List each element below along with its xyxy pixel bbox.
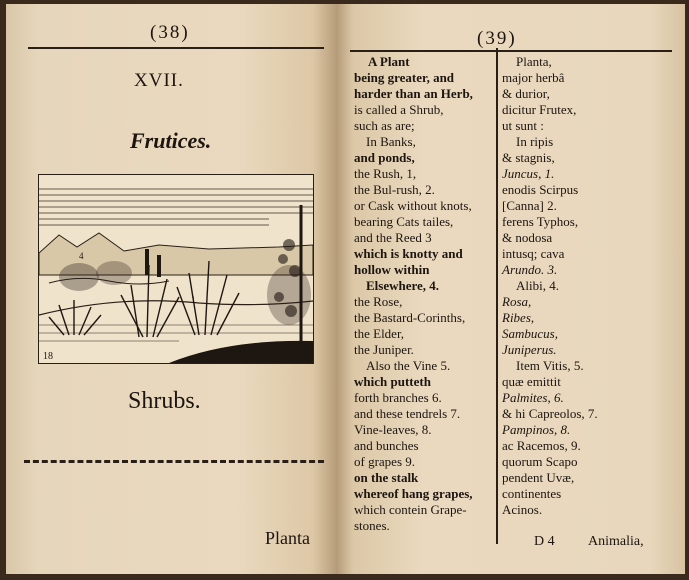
latin-line: continentes: [502, 486, 562, 501]
english-line: harder than an Herb,: [354, 86, 473, 101]
latin-line: & nodosa: [502, 230, 553, 245]
english-line: In Banks,: [366, 134, 416, 149]
latin-line: dicitur Frutex,: [502, 102, 577, 117]
latin-title: Frutices.: [130, 128, 212, 153]
svg-text:1: 1: [191, 295, 196, 305]
english-line: is called a Shrub,: [354, 102, 444, 117]
latin-line: & durior,: [502, 86, 550, 101]
latin-line: Acinos.: [502, 502, 543, 517]
english-line: which is knotty and: [354, 246, 463, 261]
english-title: Shrubs.: [128, 388, 201, 414]
latin-line: pendent Uvæ,: [502, 470, 575, 485]
english-line: the Bul-rush, 2.: [354, 182, 435, 197]
latin-line: major herbâ: [502, 70, 565, 85]
english-line: the Juniper.: [354, 342, 414, 357]
english-line: Elsewhere, 4.: [366, 278, 440, 293]
english-line: of grapes 9.: [354, 454, 416, 469]
english-line: which contein Grape-: [354, 502, 467, 517]
english-line: and bunches: [354, 438, 419, 453]
english-line: the Elder,: [354, 326, 405, 341]
latin-line: Item Vitis, 5.: [516, 358, 584, 373]
english-line: the Rush, 1,: [354, 166, 417, 181]
english-line: being greater, and: [354, 70, 455, 85]
left-catchword: Planta: [265, 528, 310, 548]
english-line: on the stalk: [354, 470, 419, 485]
footer-rule: [24, 460, 324, 463]
left-page: [6, 4, 336, 574]
latin-line: Arundo. 3.: [502, 262, 558, 277]
header-rule: [28, 47, 324, 49]
english-line: and these tendrels 7.: [354, 406, 461, 421]
column-divider: [496, 48, 498, 544]
latin-line: ac Racemos, 9.: [502, 438, 581, 453]
english-line: forth branches 6.: [354, 390, 442, 405]
english-line: hollow within: [354, 262, 430, 277]
right-page: [336, 4, 685, 574]
latin-line: Ribes,: [502, 310, 535, 325]
plate-number: 18: [43, 351, 53, 362]
latin-line: Juncus, 1.: [502, 166, 555, 181]
engraving-image: [39, 175, 313, 363]
latin-line: Pampinos, 8.: [502, 422, 571, 437]
english-line: or Cask without knots,: [354, 198, 472, 213]
english-line: Vine-leaves, 8.: [354, 422, 432, 437]
latin-line: Rosa,: [502, 294, 532, 309]
right-catchword: Animalia,: [588, 534, 644, 549]
english-line: stones.: [354, 518, 390, 533]
english-line: bearing Cats tailes,: [354, 214, 454, 229]
latin-line: [Canna] 2.: [502, 198, 557, 213]
english-line: such as are;: [354, 118, 415, 133]
english-line: A Plant: [368, 54, 410, 69]
latin-line: & hi Capreolos, 7.: [502, 406, 598, 421]
latin-line: In ripis: [516, 134, 554, 149]
english-line: which putteth: [354, 374, 431, 389]
section-number: XVII.: [134, 70, 184, 91]
latin-line: Planta,: [516, 54, 552, 69]
english-line: and ponds,: [354, 150, 415, 165]
english-line: whereof hang grapes,: [354, 486, 473, 501]
latin-line: enodis Scirpus: [502, 182, 579, 197]
latin-line: & stagnis,: [502, 150, 555, 165]
shrubs-illustration: [38, 174, 314, 364]
latin-line: intusq; cava: [502, 246, 565, 261]
latin-line: Sambucus,: [502, 326, 558, 341]
latin-line: Juniperus.: [502, 342, 557, 357]
signature-mark: D 4: [534, 534, 555, 549]
english-line: Also the Vine 5.: [366, 358, 451, 373]
latin-line: quæ emittit: [502, 374, 561, 389]
left-page-number: (38): [150, 22, 190, 43]
english-line: the Bastard-Corinths,: [354, 310, 466, 325]
english-line: and the Reed 3: [354, 230, 432, 245]
latin-line: quorum Scapo: [502, 454, 578, 469]
right-page-number: (39): [477, 28, 517, 49]
latin-line: ut sunt :: [502, 118, 544, 133]
english-line: the Rose,: [354, 294, 403, 309]
svg-text:4: 4: [79, 251, 84, 261]
latin-line: Palmites, 6.: [502, 390, 564, 405]
latin-line: Alibi, 4.: [516, 278, 559, 293]
header-rule: [350, 50, 672, 52]
latin-line: ferens Typhos,: [502, 214, 579, 229]
